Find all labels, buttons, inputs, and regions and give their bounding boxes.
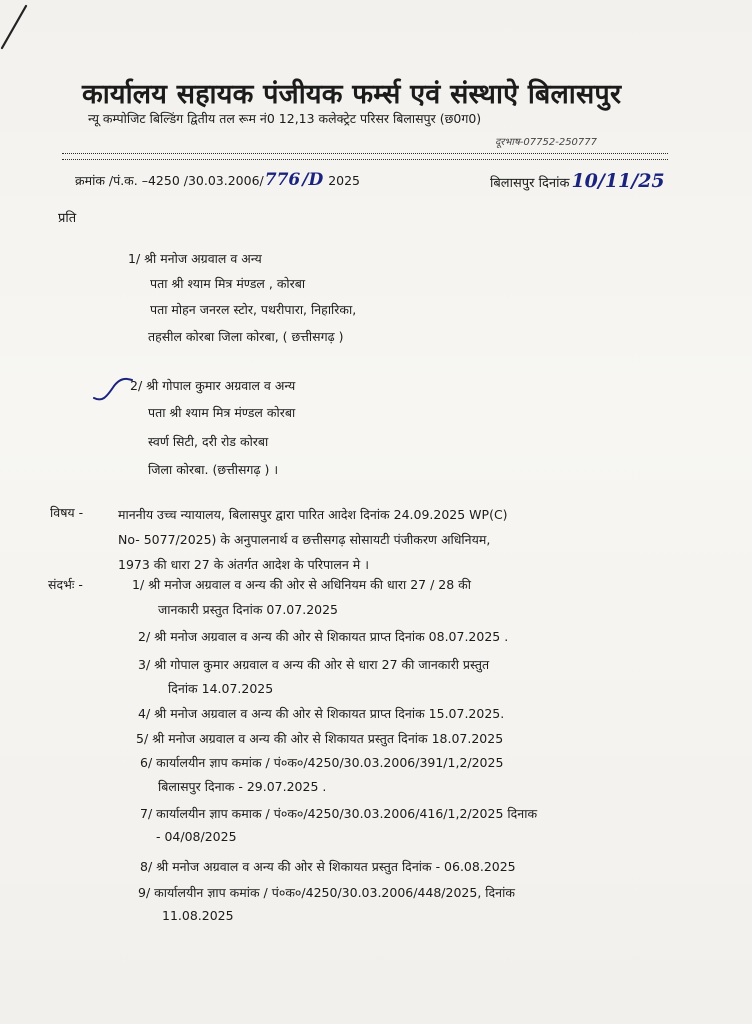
reference-item-6-cont: बिलासपुर दिनाक - 29.07.2025 .	[158, 779, 327, 794]
recipient-line: पता मोहन जनरल स्टोर, पथरीपारा, निहारिका,	[150, 302, 357, 317]
office-address: न्यू कम्पोजिट बिल्डिंग द्वितीय तल रूम नं0 12,13 कलेक्ट्रेट परिसर बिलासपुर (छ0ग0)	[88, 111, 482, 126]
reference-year: 2025	[328, 173, 360, 188]
reference-prefix: क्रमांक /पं.क. –4250 /30.03.2006/	[75, 173, 264, 188]
reference-item-4: 4/ श्री मनोज अग्रवाल व अन्य की ओर से शिकायत प्राप्त दिनांक 15.07.2025.	[138, 706, 505, 721]
recipient-line: 1/ श्री मनोज अग्रवाल व अन्य	[128, 251, 262, 266]
office-title: कार्यालय सहायक पंजीयक फर्म्स एवं संस्थाऐ बिलासपुर	[82, 79, 622, 110]
recipient-line: स्वर्ण सिटी, दरी रोड कोरबा	[148, 434, 269, 449]
subject-line: 1973 की धारा 27 के अंतर्गत आदेश के परिपालन मे ।	[118, 557, 369, 572]
reference-item-5: 5/ श्री मनोज अग्रवाल व अन्य की ओर से शिकायत प्रस्तुत दिनांक 18.07.2025	[136, 731, 504, 746]
date-handwritten: 10/11/25	[571, 170, 665, 192]
to-label: प्रति	[58, 211, 77, 226]
reference-item-8: 8/ श्री मनोज अग्रवाल व अन्य की ओर से शिकायत प्रस्तुत दिनांक - 06.08.2025	[140, 859, 516, 874]
reference-number	[75, 170, 360, 190]
header-divider	[62, 153, 668, 160]
reference-item-7-cont: - 04/08/2025	[156, 829, 237, 844]
subject-text	[118, 502, 668, 577]
reference-item-1-cont: जानकारी प्रस्तुत दिनांक 07.07.2025	[158, 602, 339, 617]
recipient-line: पता श्री श्याम मित्र मंण्डल , कोरबा	[150, 276, 306, 291]
recipient-line: जिला कोरबा. (छत्तीसगढ़ ) ।	[148, 462, 279, 477]
reference-item-9-cont: 11.08.2025	[162, 908, 234, 923]
recipient-line: पता श्री श्याम मित्र मंण्डल कोरबा	[148, 405, 296, 420]
pen-stroke-mark	[0, 0, 40, 60]
reference-item-6: 6/ कार्यालयीन ज्ञाप कमांक / पं०क०/4250/30.03.2006/391/1,2/2025	[140, 755, 504, 770]
date-label: बिलासपुर दिनांक	[490, 176, 570, 191]
subject-line: No- 5077/2025) के अनुपालनार्थ व छत्तीसगढ़ सोसायटी पंजीकरण अधिनियम,	[118, 532, 491, 547]
reference-item-1: 1/ श्री मनोज अग्रवाल व अन्य की ओर से अधिनियम की धारा 27 / 28 की	[132, 577, 472, 592]
reference-item-2: 2/ श्री मनोज अग्रवाल व अन्य की ओर से शिकायत प्राप्त दिनांक 08.07.2025 .	[138, 629, 509, 644]
office-phone: दूरभाष-07752-250777	[495, 137, 598, 148]
letter-date	[490, 170, 665, 192]
reference-item-3: 3/ श्री गोपाल कुमार अग्रवाल व अन्य की ओर से धारा 27 की जानकारी प्रस्तुत	[138, 657, 490, 672]
reference-item-9: 9/ कार्यालयीन ज्ञाप कमांक / पं०क०/4250/30.03.2006/448/2025, दिनांक	[138, 885, 515, 900]
reference-item-3-cont: दिनांक 14.07.2025	[168, 681, 274, 696]
references-label: संदर्भः -	[48, 577, 83, 592]
reference-handwritten-number: 776	[264, 170, 301, 190]
reference-handwritten-suffix: /D	[302, 170, 324, 190]
recipient-line: 2/ श्री गोपाल कुमार अग्रवाल व अन्य	[130, 378, 296, 393]
recipient-line: तहसील कोरबा जिला कोरबा, ( छत्तीसगढ़ )	[148, 329, 344, 344]
subject-line: माननीय उच्च न्यायालय, बिलासपुर द्वारा पारित आदेश दिनांक 24.09.2025 WP(C)	[118, 507, 508, 522]
reference-item-7: 7/ कार्यालयीन ज्ञाप कमाक / पं०क०/4250/30.03.2006/416/1,2/2025 दिनाक	[140, 806, 538, 821]
subject-label: विषय -	[50, 505, 84, 520]
